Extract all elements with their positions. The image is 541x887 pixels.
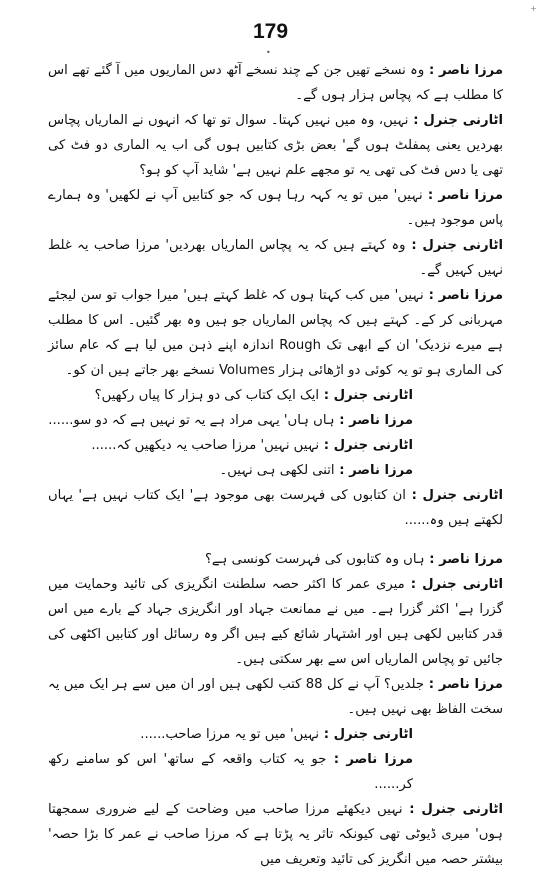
paragraph-text: نہیں، وہ میں نہیں کہتا۔ سوال تو تھا کہ انہوں نے الماریاں پچاس بھردیں یعنی پمفلٹ ہوں گے' بعض بڑی کتابیں ہوں گی اب یہ الماری دو فٹ کی تھی یا دس فٹ کی تھی یہ تو مجھے علم نہیں ہے' شاید آپ کو ہو؟: [48, 113, 503, 178]
paragraph-text: ایک ایک کتاب کی دو ہزار کا پیاں رکھیں؟: [94, 388, 320, 403]
speaker-label: مرزا ناصر :: [326, 752, 413, 767]
speaker-label: اٹارنی جنرل :: [408, 113, 503, 128]
section-gap: [48, 533, 503, 547]
paragraph-text: وہ نسخے تھیں جن کے چند نسخے آٹھ دس الماریوں میں آ گئے تھے اس کا مطلب ہے کہ پچاس ہزار ہوں گے۔: [48, 63, 503, 103]
paragraph-4: [48, 233, 503, 283]
paragraph-text: میری عمر کا اکثر حصہ سلطنت انگریزی کی تائید وحمایت میں گزرا ہے' اکثر گزرا ہے۔ میں نے ممانعت جہاد اور انگریزی جہاد کے بارے میں اس قدر کتابیں لکھی ہیں اور اشتہار شائع کیے ہیں اگر وہ رسائل اور کتابیں اکٹھی کی جائیں تو پچاس الماریاں اس سے بھر سکتی ہیں۔: [48, 577, 503, 667]
speaker-label: مرزا ناصر :: [334, 413, 413, 428]
paragraph-6: [48, 383, 503, 408]
paragraph-text: نہیں' میں تو یہ کہہ رہا ہوں کہ جو کتابیں آپ نے لکھیں' وہ ہمارے پاس موجود ہیں۔: [48, 188, 503, 228]
speaker-label: اٹارنی جنرل :: [319, 388, 413, 403]
transcript-body: [48, 58, 503, 872]
paragraph-text: نہیں' میں تو یہ مرزا صاحب......: [140, 727, 320, 742]
paragraph-text: اتنی لکھی ہی نہیں۔: [219, 463, 335, 478]
paragraph-text: جو یہ کتاب واقعہ کے ساتھ' اس کو سامنے رکھ کر......: [48, 752, 413, 792]
paragraph-15: [48, 747, 503, 797]
paragraph-10: [48, 483, 503, 533]
paragraph-text: نہیں نہیں' مرزا صاحب یہ دیکھیں کہ......: [91, 438, 320, 453]
corner-mark: +: [530, 4, 537, 13]
speaker-label: اٹارنی جنرل :: [404, 577, 504, 592]
paragraph-text: جلدیں؟ آپ نے کل 88 کتب لکھی ہیں اور ان میں سے ہر ایک میں یہ سخت الفاظ بھی نہیں ہیں۔: [48, 677, 503, 717]
speaker-label: مرزا ناصر :: [424, 63, 503, 78]
speaker-label: اٹارنی جنرل :: [405, 238, 504, 253]
paragraph-9: [48, 458, 503, 483]
speaker-label: مرزا ناصر :: [424, 552, 503, 567]
paragraph-3: [48, 183, 503, 233]
paragraph-8: [48, 433, 503, 458]
speaker-label: اٹارنی جنرل :: [319, 727, 413, 742]
paragraph-13: [48, 672, 503, 722]
paragraph-12: [48, 572, 503, 672]
speaker-label: اٹارنی جنرل :: [402, 802, 503, 817]
paragraph-5: [48, 283, 503, 383]
page-number: 179: [252, 20, 289, 43]
speaker-label: مرزا ناصر :: [423, 288, 503, 303]
speaker-label: مرزا ناصر :: [424, 677, 503, 692]
paragraph-text: نہیں' میں کب کہتا ہوں کہ غلط کہتے ہیں' میرا جواب تو سن لیجئے مہربانی کر کے۔ کہتے ہیں کہ پچاس الماریاں جو ہیں وہ بھر گئیں۔ اس کا مطلب ہے میرے نزدیک' ان کے ابھی تک Rough اندازہ اپنے ذہن میں لیا ہے کہ عام سائز کی الماری ہو تو یہ کوئی دو اڑھائی ہزار Volumes نسخے بھر جاتے ہیں ان کو۔: [48, 288, 503, 378]
paragraph-14: [48, 722, 503, 747]
paragraph-text: ان کتابوں کی فہرست بھی موجود ہے' ایک کتاب نہیں ہے' یہاں لکھتے ہیں وہ......: [48, 488, 503, 528]
speaker-label: مرزا ناصر :: [422, 188, 503, 203]
stray-dot: •: [266, 48, 271, 57]
paragraph-text: ہاں ہاں' یہی مراد ہے یہ تو نہیں ہے کہ دو سو......: [48, 413, 335, 428]
paragraph-7: [48, 408, 503, 433]
speaker-label: مرزا ناصر :: [334, 463, 413, 478]
paragraph-16: [48, 797, 503, 872]
paragraph-1: [48, 58, 503, 108]
paragraph-2: [48, 108, 503, 183]
paragraph-11: [48, 547, 503, 572]
speaker-label: اٹارنی جنرل :: [405, 488, 504, 503]
paragraph-text: نہیں دیکھئے مرزا صاحب میں وضاحت کے لیے ضروری سمجھتا ہوں' میری ڈیوٹی تھی کیونکہ تاثر یہ پڑتا ہے کہ مرزا صاحب نے عمر کا بڑا حصہ' بیشتر حصہ میں انگریز کی تائید وتعریف میں: [48, 802, 503, 867]
paragraph-text: وہ کہتے ہیں کہ یہ پچاس الماریاں بھردیں' مرزا صاحب یہ غلط نہیں کہیں گے۔: [48, 238, 503, 278]
paragraph-text: ہاں وہ کتابوں کی فہرست کونسی ہے؟: [204, 552, 425, 567]
speaker-label: اٹارنی جنرل :: [319, 438, 413, 453]
